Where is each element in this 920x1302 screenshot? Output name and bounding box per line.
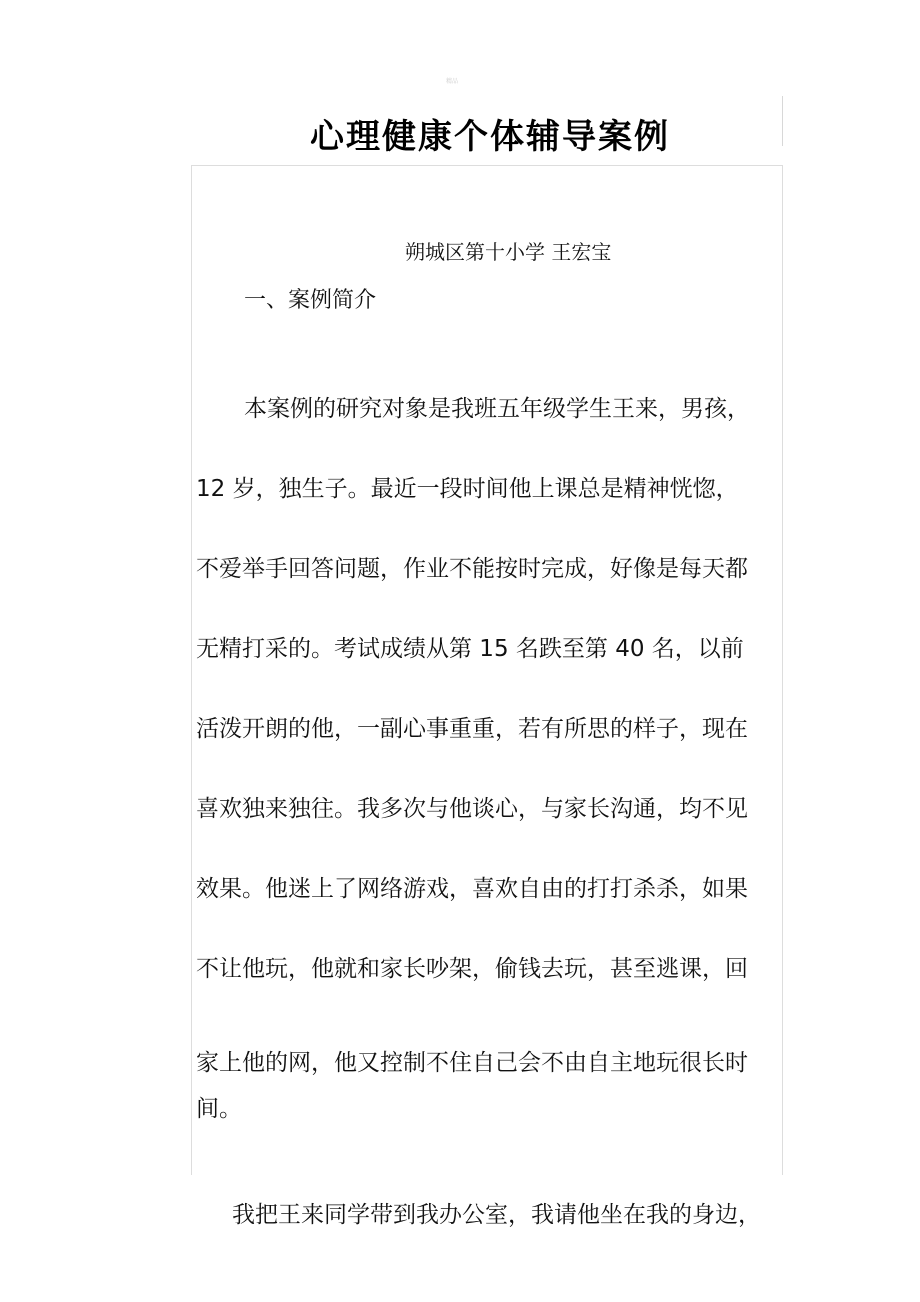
paragraph-line: 间。 [196,1096,242,1122]
paragraph-line: 喜欢独来独往。我多次与他谈心，与家长沟通，均不见 [196,796,748,822]
content-frame-left [191,165,192,1175]
content-frame-right [782,165,783,1175]
paragraph-line: 家上他的网，他又控制不住自己会不由自主地玩很长时 [196,1050,748,1076]
paragraph-line: 无精打采的。考试成绩从第 15 名跌至第 40 名，以前 [196,636,744,662]
paragraph-line: 12 岁，独生子。最近一段时间他上课总是精神恍惚， [196,476,739,502]
paragraph-line: 效果。他迷上了网络游戏，喜欢自由的打打杀杀，如果 [196,876,748,902]
content-frame-top [191,165,783,166]
paragraph-line: 不让他玩，他就和家长吵架，偷钱去玩，甚至逃课，回 [196,956,748,982]
document-title: 心理健康个体辅导案例 [310,117,670,157]
paragraph-line: 活泼开朗的他，一副心事重重，若有所思的样子，现在 [196,716,748,742]
section-heading: 一、案例简介 [244,288,377,313]
paragraph-line: 不爱举手回答问题，作业不能按时完成，好像是每天都 [196,556,748,582]
header-watermark: 精品 [446,78,459,85]
author-line: 朔城区第十小学 王宏宝 [405,240,612,264]
paragraph-line: 我把王来同学带到我办公室，我请他坐在我的身边， [232,1202,761,1228]
paragraph-line: 本案例的研究对象是我班五年级学生王来，男孩， [244,396,750,422]
